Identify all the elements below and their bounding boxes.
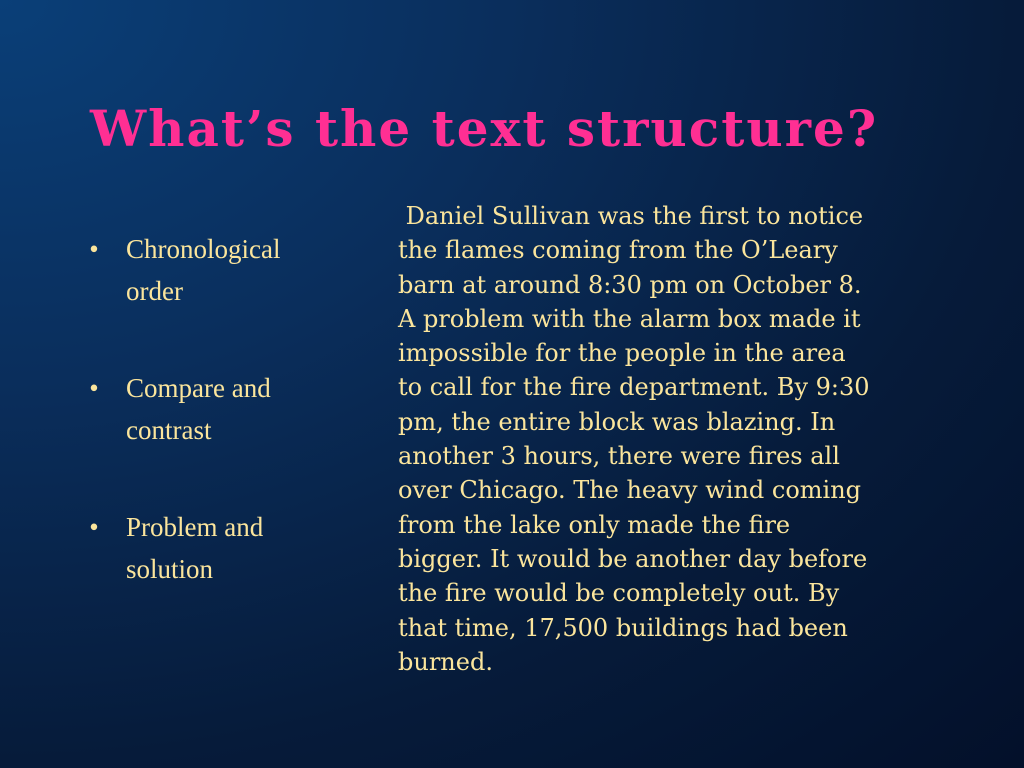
passage-line: bigger. It would be another day before [398, 544, 868, 573]
passage-line: the flames coming from the O’Leary [398, 236, 838, 265]
option-label: Compare and contrast [126, 373, 271, 445]
option-compare-and-contrast [84, 367, 344, 451]
structure-options-list [84, 228, 344, 645]
passage-line: that time, 17,500 buildings had been [398, 613, 848, 642]
passage-line: barn at around 8:30 pm on October 8. [398, 270, 862, 299]
passage-text [398, 199, 948, 679]
bullet-icon: • [89, 373, 99, 403]
passage-line: over Chicago. The heavy wind coming [398, 476, 862, 505]
passage-line: to call for the fire department. By 9:30 [398, 373, 870, 402]
passage-line: pm, the entire block was blazing. In [398, 407, 836, 436]
slide-title: What’s the text structure? [90, 99, 879, 158]
passage-line: impossible for the people in the area [398, 339, 846, 368]
bullet-icon: • [89, 512, 99, 542]
option-label: Chronological order [126, 234, 281, 306]
passage-line: from the lake only made the fire [398, 510, 791, 539]
bullet-icon: • [89, 234, 99, 264]
passage-line: burned. [398, 647, 493, 676]
passage-line: Daniel Sullivan was the first to notice [398, 202, 864, 230]
passage-line: the fire would be completely out. By [398, 579, 840, 608]
option-chronological-order [84, 228, 344, 312]
passage-line: A problem with the alarm box made it [398, 304, 861, 333]
option-problem-and-solution [84, 506, 344, 590]
option-label: Problem and solution [126, 512, 264, 584]
passage-line: another 3 hours, there were fires all [398, 442, 840, 471]
